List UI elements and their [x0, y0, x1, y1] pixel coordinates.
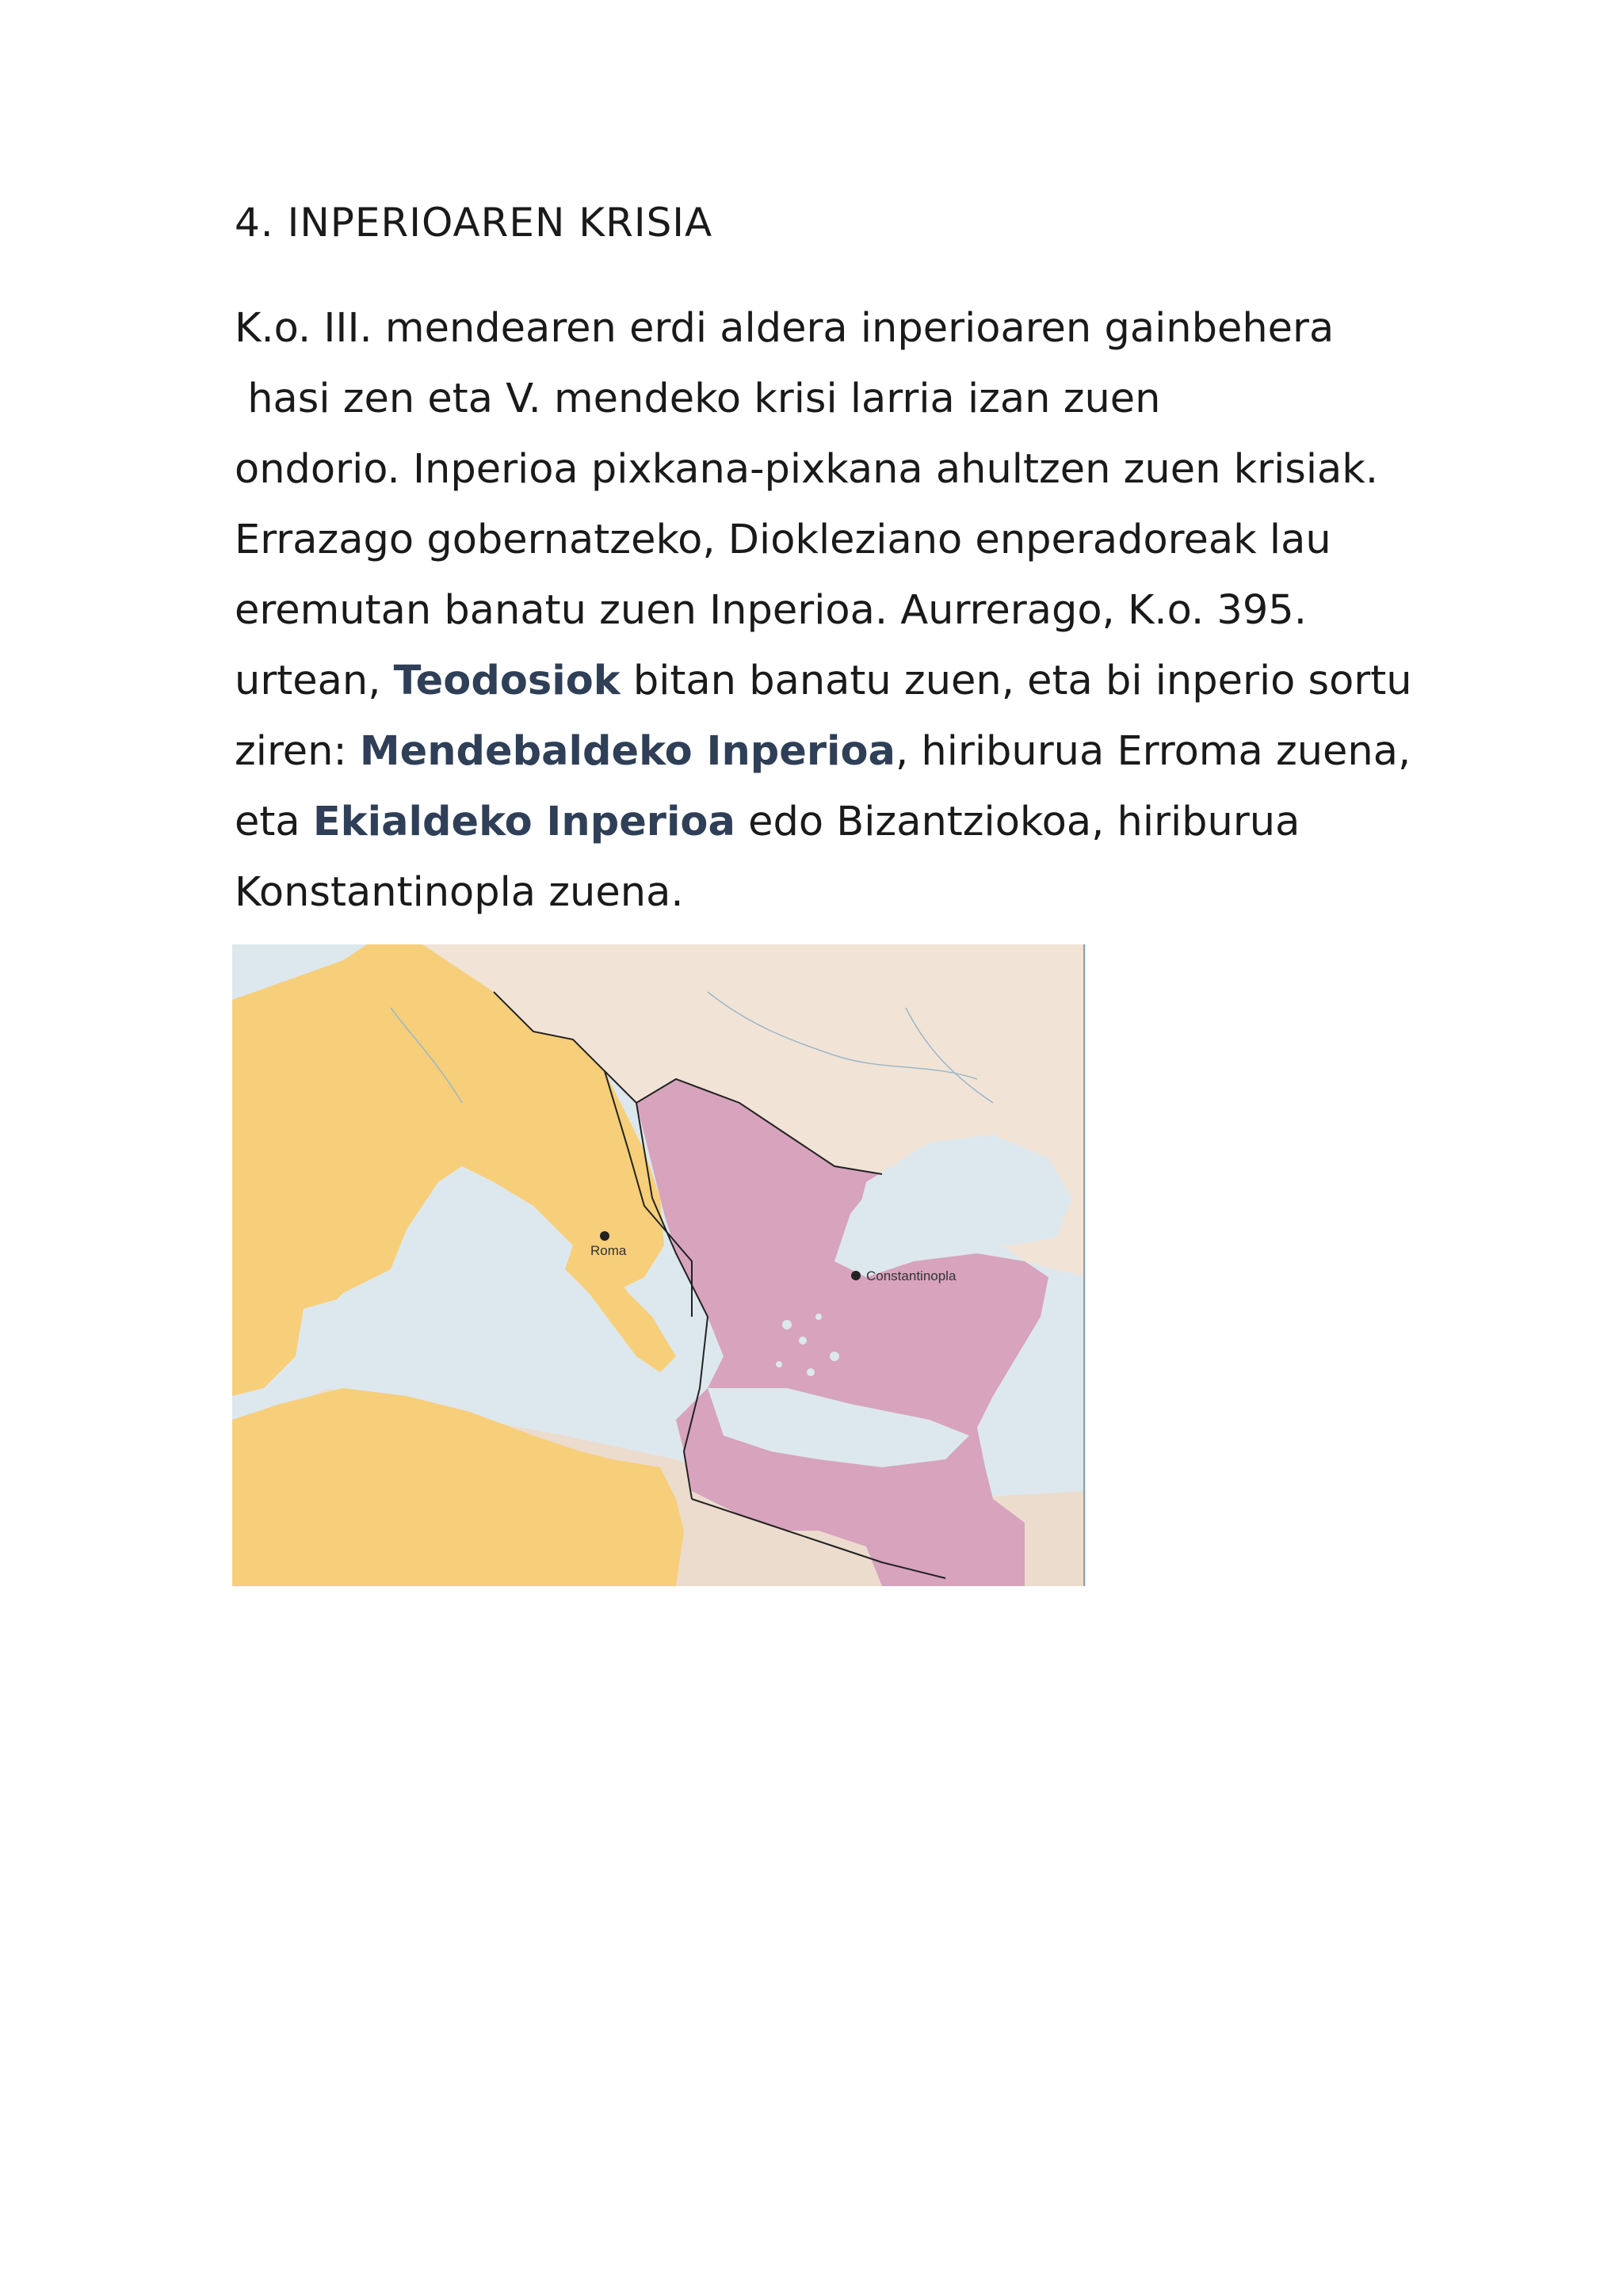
- city-label-constantinople: Constantinopla: [866, 1268, 957, 1283]
- paragraph-line: K.o. III. mendearen erdi aldera inperioaren gainbehera: [235, 305, 1335, 352]
- paragraph-line: [235, 646, 1423, 716]
- paragraph-line: [235, 787, 1423, 857]
- paragraph-line: Errazago gobernatzeko, Diokleziano enperadoreak lau: [235, 517, 1331, 563]
- highlight-teodosiok: Teodosiok: [393, 658, 621, 704]
- body-paragraph: [235, 293, 1423, 928]
- highlight-eastern-empire: Ekialdeko Inperioa: [312, 799, 735, 845]
- paragraph-line: ondorio. Inperioa pixkana-pixkana ahultzen zuen krisiak.: [235, 446, 1379, 493]
- text-run: eta: [235, 799, 313, 845]
- rome-marker: [600, 1231, 609, 1241]
- paragraph-line: Konstantinopla zuena.: [235, 869, 684, 916]
- highlight-western-empire: Mendebaldeko Inperioa: [359, 728, 896, 775]
- paragraph-line: hasi zen eta V. mendeko krisi larria izan zuen: [235, 376, 1161, 422]
- text-run: edo Bizantziokoa, hiriburua: [735, 799, 1300, 845]
- paragraph-line: [235, 716, 1423, 787]
- text-run: , hiriburua Erroma zuena,: [895, 728, 1411, 775]
- constantinople-marker: [851, 1271, 861, 1280]
- section-heading: 4. INPERIOAREN KRISIA: [235, 200, 713, 246]
- text-run: bitan banatu zuen, eta bi inperio sortu: [620, 658, 1412, 704]
- city-label-rome: Roma: [590, 1243, 627, 1258]
- paragraph-line: eremutan banatu zuen Inperioa. Aurrerago, K.o. 395.: [235, 587, 1307, 634]
- text-run: urtean,: [235, 658, 394, 704]
- map-svg: [232, 944, 1086, 1586]
- empire-division-map: [232, 944, 1086, 1586]
- text-run: ziren:: [235, 728, 360, 775]
